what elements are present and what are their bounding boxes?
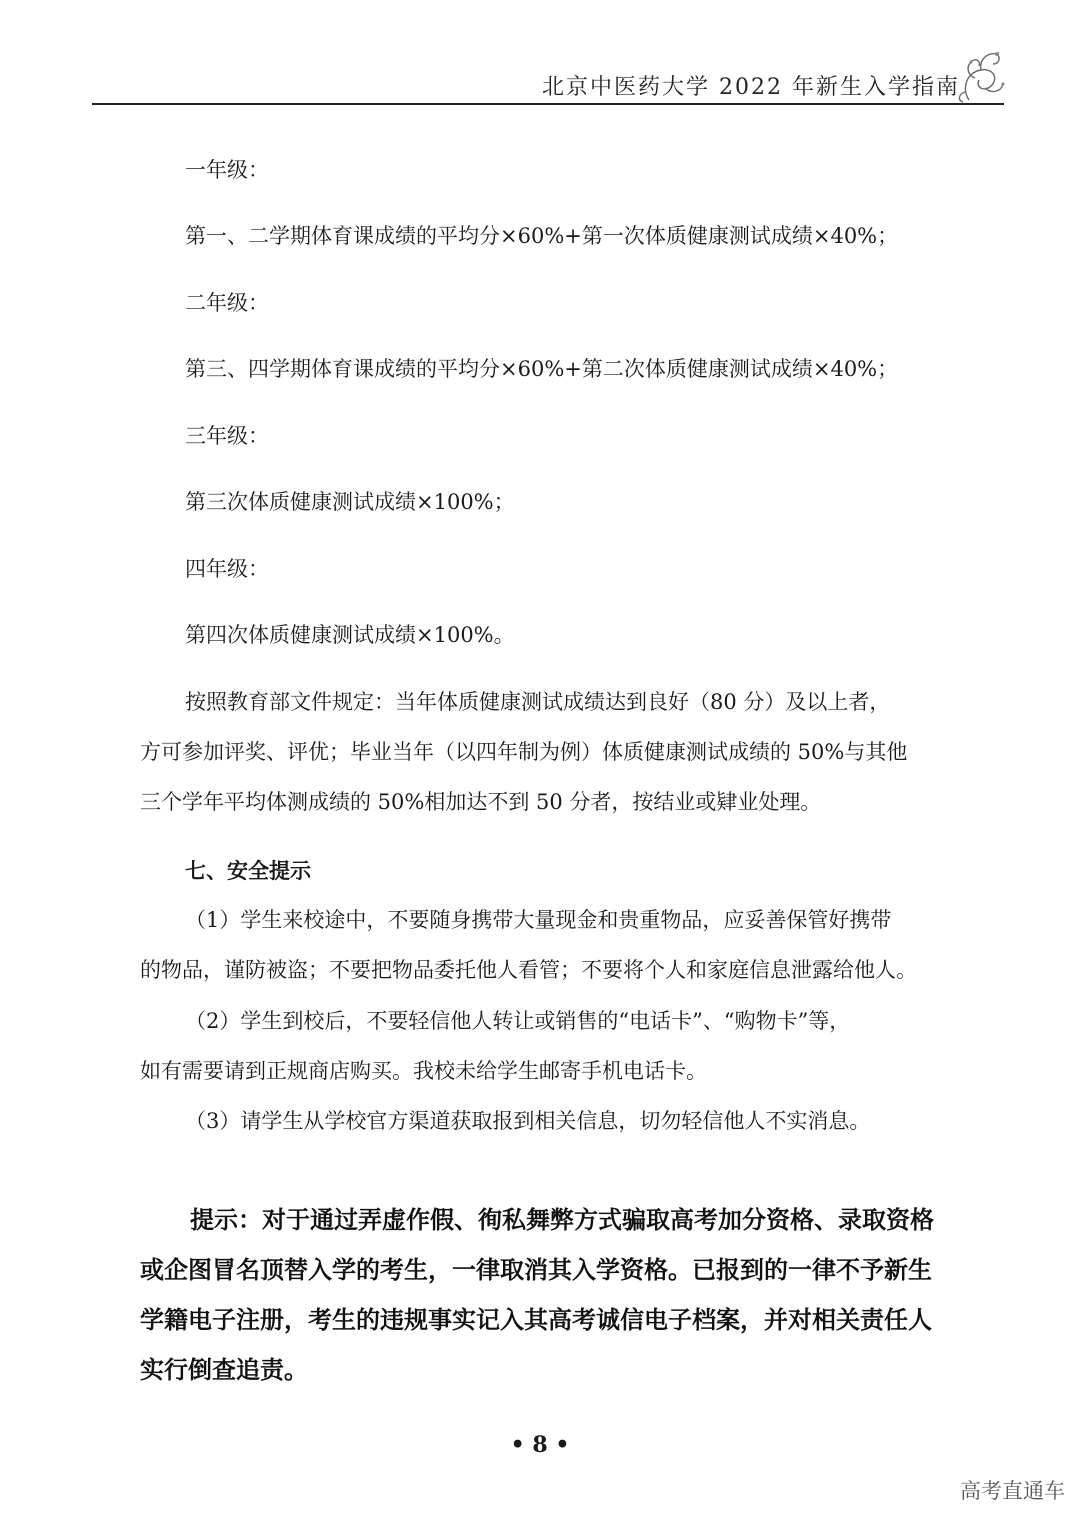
regulation-line-2: 方可参加评奖、评优；毕业当年（以四年制为例）体质健康测试成绩的 50%与其他	[140, 740, 908, 764]
safety-item-2-line-2: 如有需要请到正规商店购买。我校未给学生邮寄手机电话卡。	[140, 1059, 707, 1083]
grade-two-label: 二年级：	[185, 291, 269, 315]
floral-swirl-icon	[955, 48, 1007, 104]
grade-three-formula: 第三次体质健康测试成绩×100%；	[185, 490, 515, 514]
watermark: 高考直通车	[960, 1479, 1065, 1503]
notice-line-1: 提示：对于通过弄虚作假、徇私舞弊方式骗取高考加分资格、录取资格	[190, 1206, 934, 1234]
header-title: 北京中医药大学 2022 年新生入学指南	[542, 75, 960, 100]
grade-one-label: 一年级：	[185, 158, 269, 182]
grade-three-label: 三年级：	[185, 424, 269, 448]
safety-item-1-line-2: 的物品，谨防被盗；不要把物品委托他人看管；不要将个人和家庭信息泄露给他人。	[140, 958, 917, 982]
safety-heading: 七、安全提示	[185, 858, 311, 883]
grade-two-formula: 第三、四学期体育课成绩的平均分×60%+第二次体质健康测试成绩×40%；	[185, 357, 899, 381]
notice-line-4: 实行倒查追责。	[140, 1356, 308, 1384]
grade-four-label: 四年级：	[185, 557, 269, 581]
notice-line-2: 或企图冒名顶替入学的考生，一律取消其入学资格。已报到的一律不予新生	[140, 1256, 932, 1284]
safety-item-3: （3）请学生从学校官方渠道获取报到相关信息，切勿轻信他人不实消息。	[185, 1109, 871, 1133]
regulation-line-1: 按照教育部文件规定：当年体质健康测试成绩达到良好（80 分）及以上者，	[185, 690, 891, 714]
header-rule	[92, 103, 1004, 105]
safety-item-1-line-1: （1）学生来校途中，不要随身携带大量现金和贵重物品，应妥善保管好携带	[185, 908, 892, 932]
grade-one-formula: 第一、二学期体育课成绩的平均分×60%+第一次体质健康测试成绩×40%；	[185, 224, 899, 248]
grade-four-formula: 第四次体质健康测试成绩×100%。	[185, 623, 515, 647]
page-number: • 8 •	[510, 1432, 570, 1458]
safety-item-2-line-1: （2）学生到校后，不要轻信他人转让或销售的“电话卡”、“购物卡”等，	[185, 1009, 851, 1033]
regulation-line-3: 三个学年平均体测成绩的 50%相加达不到 50 分者，按结业或肄业处理。	[140, 790, 822, 814]
notice-line-3: 学籍电子注册，考生的违规事实记入其高考诚信电子档案，并对相关责任人	[140, 1306, 932, 1334]
